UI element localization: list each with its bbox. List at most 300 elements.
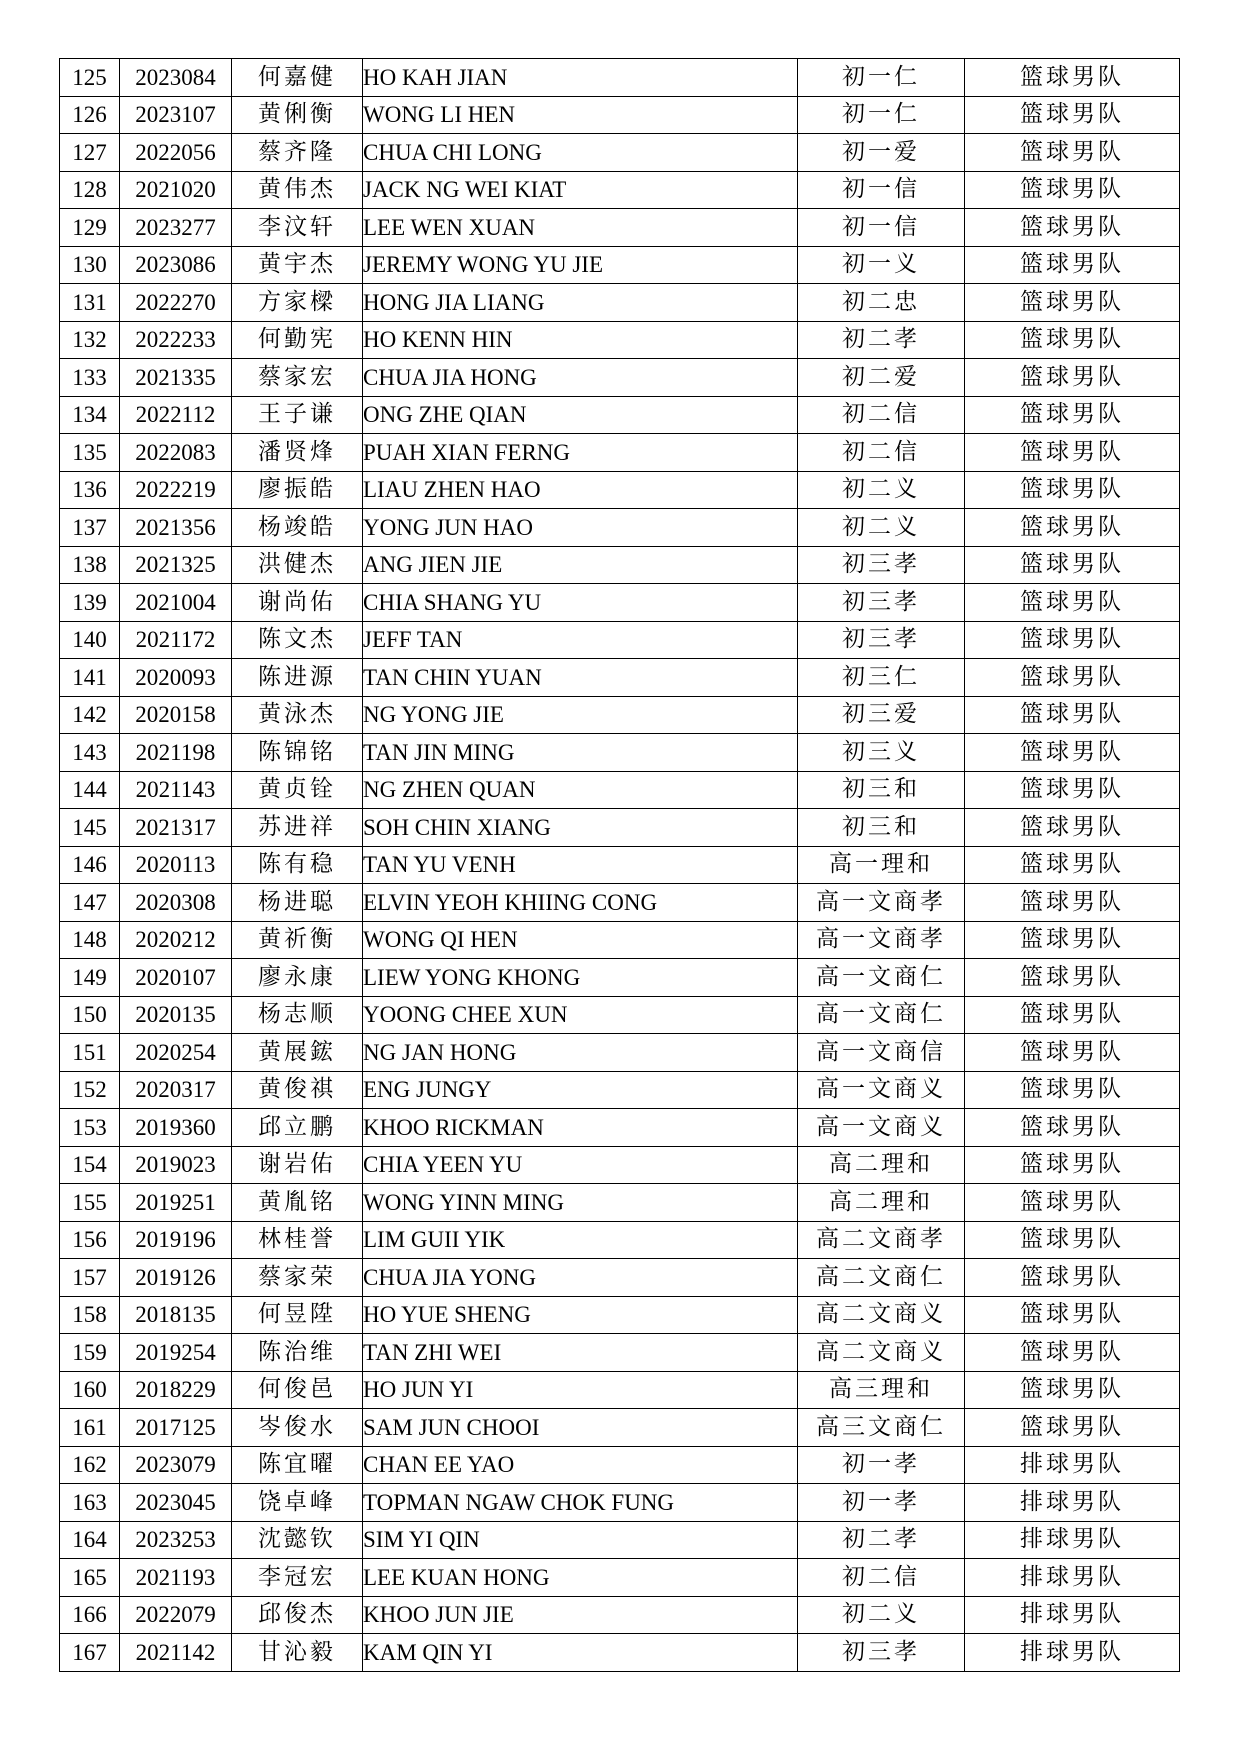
- class-cell: 高一文商孝: [798, 884, 965, 922]
- student-id-cell: 2021004: [120, 584, 232, 622]
- class-cell: 初三孝: [798, 546, 965, 584]
- class-cell: 初二义: [798, 509, 965, 547]
- team-cell: 篮球男队: [965, 621, 1180, 659]
- chinese-name-cell: 黄宇杰: [232, 246, 363, 284]
- table-row: [60, 846, 1180, 884]
- student-id-cell: 2021020: [120, 171, 232, 209]
- row-number-cell: 147: [60, 884, 120, 922]
- student-id-cell: 2019251: [120, 1184, 232, 1222]
- row-number-cell: 130: [60, 246, 120, 284]
- chinese-name-cell: 黄展鋐: [232, 1034, 363, 1072]
- english-name-cell: NG YONG JIE: [363, 696, 798, 734]
- class-cell: 初三孝: [798, 1634, 965, 1672]
- row-number-cell: 153: [60, 1109, 120, 1147]
- class-cell: 初一信: [798, 209, 965, 247]
- english-name-cell: ONG ZHE QIAN: [363, 396, 798, 434]
- class-cell: 高二理和: [798, 1184, 965, 1222]
- student-id-cell: 2021356: [120, 509, 232, 547]
- chinese-name-cell: 林桂誉: [232, 1221, 363, 1259]
- student-id-cell: 2019196: [120, 1221, 232, 1259]
- english-name-cell: HO YUE SHENG: [363, 1296, 798, 1334]
- chinese-name-cell: 陈进源: [232, 659, 363, 697]
- english-name-cell: TAN YU VENH: [363, 846, 798, 884]
- team-cell: 篮球男队: [965, 696, 1180, 734]
- chinese-name-cell: 蔡齐隆: [232, 134, 363, 172]
- table-row: [60, 1334, 1180, 1372]
- table-row: [60, 1446, 1180, 1484]
- chinese-name-cell: 杨进聪: [232, 884, 363, 922]
- chinese-name-cell: 潘贤烽: [232, 434, 363, 472]
- english-name-cell: NG ZHEN QUAN: [363, 771, 798, 809]
- class-cell: 高一文商义: [798, 1109, 965, 1147]
- class-cell: 高二文商仁: [798, 1259, 965, 1297]
- student-id-cell: 2020093: [120, 659, 232, 697]
- row-number-cell: 140: [60, 621, 120, 659]
- row-number-cell: 161: [60, 1409, 120, 1447]
- table-row: [60, 359, 1180, 397]
- chinese-name-cell: 黄胤铭: [232, 1184, 363, 1222]
- class-cell: 初一孝: [798, 1484, 965, 1522]
- team-cell: 篮球男队: [965, 1146, 1180, 1184]
- row-number-cell: 148: [60, 921, 120, 959]
- row-number-cell: 135: [60, 434, 120, 472]
- table-row: [60, 959, 1180, 997]
- chinese-name-cell: 陈有稳: [232, 846, 363, 884]
- class-cell: 初三和: [798, 809, 965, 847]
- table-row: [60, 1221, 1180, 1259]
- english-name-cell: CHIA YEEN YU: [363, 1146, 798, 1184]
- class-cell: 高二文商义: [798, 1296, 965, 1334]
- student-id-cell: 2017125: [120, 1409, 232, 1447]
- team-cell: 篮球男队: [965, 434, 1180, 472]
- table-row: [60, 134, 1180, 172]
- team-cell: 篮球男队: [965, 96, 1180, 134]
- table-row: [60, 771, 1180, 809]
- class-cell: 初一义: [798, 246, 965, 284]
- student-id-cell: 2018229: [120, 1371, 232, 1409]
- student-id-cell: 2019360: [120, 1109, 232, 1147]
- student-id-cell: 2023045: [120, 1484, 232, 1522]
- chinese-name-cell: 何勤宪: [232, 321, 363, 359]
- team-cell: 排球男队: [965, 1634, 1180, 1672]
- english-name-cell: LIM GUII YIK: [363, 1221, 798, 1259]
- chinese-name-cell: 苏进祥: [232, 809, 363, 847]
- student-id-cell: 2022112: [120, 396, 232, 434]
- english-name-cell: SAM JUN CHOOI: [363, 1409, 798, 1447]
- class-cell: 初二义: [798, 471, 965, 509]
- team-cell: 排球男队: [965, 1521, 1180, 1559]
- chinese-name-cell: 何嘉健: [232, 59, 363, 97]
- student-id-cell: 2023277: [120, 209, 232, 247]
- class-cell: 初三孝: [798, 621, 965, 659]
- student-id-cell: 2020254: [120, 1034, 232, 1072]
- team-cell: 篮球男队: [965, 584, 1180, 622]
- class-cell: 初二信: [798, 434, 965, 472]
- team-cell: 篮球男队: [965, 1334, 1180, 1372]
- english-name-cell: LIAU ZHEN HAO: [363, 471, 798, 509]
- row-number-cell: 126: [60, 96, 120, 134]
- chinese-name-cell: 廖永康: [232, 959, 363, 997]
- team-cell: 篮球男队: [965, 471, 1180, 509]
- english-name-cell: NG JAN HONG: [363, 1034, 798, 1072]
- class-cell: 高一文商仁: [798, 959, 965, 997]
- class-cell: 初三孝: [798, 584, 965, 622]
- chinese-name-cell: 陈锦铭: [232, 734, 363, 772]
- student-id-cell: 2022270: [120, 284, 232, 322]
- table-row: [60, 1596, 1180, 1634]
- chinese-name-cell: 杨志顺: [232, 996, 363, 1034]
- student-id-cell: 2022056: [120, 134, 232, 172]
- chinese-name-cell: 谢岩佑: [232, 1146, 363, 1184]
- table-row: [60, 621, 1180, 659]
- row-number-cell: 144: [60, 771, 120, 809]
- chinese-name-cell: 王子谦: [232, 396, 363, 434]
- row-number-cell: 145: [60, 809, 120, 847]
- team-cell: 篮球男队: [965, 771, 1180, 809]
- row-number-cell: 154: [60, 1146, 120, 1184]
- table-row: [60, 1409, 1180, 1447]
- team-cell: 篮球男队: [965, 734, 1180, 772]
- class-cell: 高一文商仁: [798, 996, 965, 1034]
- row-number-cell: 141: [60, 659, 120, 697]
- english-name-cell: CHUA JIA YONG: [363, 1259, 798, 1297]
- class-cell: 高一文商孝: [798, 921, 965, 959]
- class-cell: 初一仁: [798, 96, 965, 134]
- english-name-cell: HO KENN HIN: [363, 321, 798, 359]
- student-id-cell: 2021172: [120, 621, 232, 659]
- chinese-name-cell: 陈治维: [232, 1334, 363, 1372]
- class-cell: 高一文商信: [798, 1034, 965, 1072]
- team-cell: 篮球男队: [965, 1296, 1180, 1334]
- student-id-cell: 2023107: [120, 96, 232, 134]
- team-cell: 篮球男队: [965, 1409, 1180, 1447]
- roster-table-body: [60, 59, 1180, 1672]
- class-cell: 高三理和: [798, 1371, 965, 1409]
- chinese-name-cell: 黄祈衡: [232, 921, 363, 959]
- student-id-cell: 2020212: [120, 921, 232, 959]
- table-row: [60, 921, 1180, 959]
- student-id-cell: 2022233: [120, 321, 232, 359]
- english-name-cell: ENG JUNGY: [363, 1071, 798, 1109]
- english-name-cell: KHOO JUN JIE: [363, 1596, 798, 1634]
- row-number-cell: 151: [60, 1034, 120, 1072]
- student-id-cell: 2023253: [120, 1521, 232, 1559]
- chinese-name-cell: 蔡家荣: [232, 1259, 363, 1297]
- team-cell: 排球男队: [965, 1596, 1180, 1634]
- chinese-name-cell: 黄泳杰: [232, 696, 363, 734]
- table-row: [60, 734, 1180, 772]
- row-number-cell: 163: [60, 1484, 120, 1522]
- table-row: [60, 396, 1180, 434]
- table-row: [60, 546, 1180, 584]
- row-number-cell: 139: [60, 584, 120, 622]
- row-number-cell: 150: [60, 996, 120, 1034]
- table-row: [60, 809, 1180, 847]
- chinese-name-cell: 甘沁毅: [232, 1634, 363, 1672]
- english-name-cell: LIEW YONG KHONG: [363, 959, 798, 997]
- student-id-cell: 2022079: [120, 1596, 232, 1634]
- english-name-cell: HO KAH JIAN: [363, 59, 798, 97]
- class-cell: 初二爱: [798, 359, 965, 397]
- english-name-cell: WONG LI HEN: [363, 96, 798, 134]
- english-name-cell: TAN ZHI WEI: [363, 1334, 798, 1372]
- table-row: [60, 696, 1180, 734]
- table-row: [60, 1071, 1180, 1109]
- class-cell: 高二理和: [798, 1146, 965, 1184]
- team-cell: 排球男队: [965, 1484, 1180, 1522]
- english-name-cell: ELVIN YEOH KHIING CONG: [363, 884, 798, 922]
- team-cell: 篮球男队: [965, 396, 1180, 434]
- table-row: [60, 1146, 1180, 1184]
- student-id-cell: 2022219: [120, 471, 232, 509]
- row-number-cell: 167: [60, 1634, 120, 1672]
- english-name-cell: CHUA CHI LONG: [363, 134, 798, 172]
- row-number-cell: 159: [60, 1334, 120, 1372]
- row-number-cell: 137: [60, 509, 120, 547]
- team-cell: 篮球男队: [965, 1371, 1180, 1409]
- chinese-name-cell: 何俊邑: [232, 1371, 363, 1409]
- student-id-cell: 2019254: [120, 1334, 232, 1372]
- class-cell: 初二信: [798, 396, 965, 434]
- student-id-cell: 2023086: [120, 246, 232, 284]
- table-row: [60, 1371, 1180, 1409]
- student-id-cell: 2021143: [120, 771, 232, 809]
- table-row: [60, 1184, 1180, 1222]
- team-cell: 篮球男队: [965, 1109, 1180, 1147]
- class-cell: 初三义: [798, 734, 965, 772]
- english-name-cell: SOH CHIN XIANG: [363, 809, 798, 847]
- table-row: [60, 284, 1180, 322]
- english-name-cell: HO JUN YI: [363, 1371, 798, 1409]
- english-name-cell: JEFF TAN: [363, 621, 798, 659]
- table-row: [60, 884, 1180, 922]
- english-name-cell: KHOO RICKMAN: [363, 1109, 798, 1147]
- chinese-name-cell: 黄贞铨: [232, 771, 363, 809]
- class-cell: 高二文商孝: [798, 1221, 965, 1259]
- class-cell: 初一仁: [798, 59, 965, 97]
- chinese-name-cell: 谢尚佑: [232, 584, 363, 622]
- class-cell: 初一信: [798, 171, 965, 209]
- class-cell: 初一孝: [798, 1446, 965, 1484]
- chinese-name-cell: 岑俊水: [232, 1409, 363, 1447]
- student-id-cell: 2021317: [120, 809, 232, 847]
- class-cell: 初二孝: [798, 1521, 965, 1559]
- student-id-cell: 2021325: [120, 546, 232, 584]
- class-cell: 初三仁: [798, 659, 965, 697]
- student-id-cell: 2021193: [120, 1559, 232, 1597]
- student-id-cell: 2020308: [120, 884, 232, 922]
- row-number-cell: 160: [60, 1371, 120, 1409]
- table-row: [60, 59, 1180, 97]
- row-number-cell: 146: [60, 846, 120, 884]
- row-number-cell: 162: [60, 1446, 120, 1484]
- row-number-cell: 155: [60, 1184, 120, 1222]
- team-cell: 篮球男队: [965, 359, 1180, 397]
- english-name-cell: YONG JUN HAO: [363, 509, 798, 547]
- team-cell: 篮球男队: [965, 246, 1180, 284]
- row-number-cell: 165: [60, 1559, 120, 1597]
- chinese-name-cell: 何昱陞: [232, 1296, 363, 1334]
- team-cell: 篮球男队: [965, 171, 1180, 209]
- english-name-cell: YOONG CHEE XUN: [363, 996, 798, 1034]
- chinese-name-cell: 沈懿钦: [232, 1521, 363, 1559]
- english-name-cell: TAN CHIN YUAN: [363, 659, 798, 697]
- team-cell: 篮球男队: [965, 1259, 1180, 1297]
- team-cell: 篮球男队: [965, 59, 1180, 97]
- table-row: [60, 471, 1180, 509]
- table-row: [60, 509, 1180, 547]
- class-cell: 高一理和: [798, 846, 965, 884]
- table-row: [60, 1559, 1180, 1597]
- english-name-cell: TOPMAN NGAW CHOK FUNG: [363, 1484, 798, 1522]
- student-id-cell: 2020317: [120, 1071, 232, 1109]
- row-number-cell: 142: [60, 696, 120, 734]
- table-row: [60, 1634, 1180, 1672]
- student-id-cell: 2020113: [120, 846, 232, 884]
- row-number-cell: 157: [60, 1259, 120, 1297]
- class-cell: 初一爱: [798, 134, 965, 172]
- student-id-cell: 2023084: [120, 59, 232, 97]
- table-row: [60, 1484, 1180, 1522]
- row-number-cell: 131: [60, 284, 120, 322]
- class-cell: 初三和: [798, 771, 965, 809]
- team-cell: 篮球男队: [965, 209, 1180, 247]
- row-number-cell: 149: [60, 959, 120, 997]
- row-number-cell: 158: [60, 1296, 120, 1334]
- chinese-name-cell: 方家樑: [232, 284, 363, 322]
- team-cell: 篮球男队: [965, 134, 1180, 172]
- table-row: [60, 96, 1180, 134]
- chinese-name-cell: 蔡家宏: [232, 359, 363, 397]
- team-cell: 篮球男队: [965, 1071, 1180, 1109]
- row-number-cell: 138: [60, 546, 120, 584]
- english-name-cell: CHUA JIA HONG: [363, 359, 798, 397]
- english-name-cell: SIM YI QIN: [363, 1521, 798, 1559]
- team-cell: 篮球男队: [965, 509, 1180, 547]
- student-id-cell: 2021142: [120, 1634, 232, 1672]
- student-id-cell: 2022083: [120, 434, 232, 472]
- student-id-cell: 2020107: [120, 959, 232, 997]
- roster-sheet: [59, 58, 1180, 1672]
- row-number-cell: 152: [60, 1071, 120, 1109]
- row-number-cell: 127: [60, 134, 120, 172]
- chinese-name-cell: 黄俊祺: [232, 1071, 363, 1109]
- class-cell: 高三文商仁: [798, 1409, 965, 1447]
- row-number-cell: 132: [60, 321, 120, 359]
- english-name-cell: PUAH XIAN FERNG: [363, 434, 798, 472]
- team-cell: 篮球男队: [965, 809, 1180, 847]
- student-id-cell: 2019023: [120, 1146, 232, 1184]
- row-number-cell: 133: [60, 359, 120, 397]
- team-cell: 篮球男队: [965, 659, 1180, 697]
- chinese-name-cell: 廖振皓: [232, 471, 363, 509]
- row-number-cell: 143: [60, 734, 120, 772]
- team-cell: 篮球男队: [965, 321, 1180, 359]
- team-cell: 篮球男队: [965, 284, 1180, 322]
- student-id-cell: 2020158: [120, 696, 232, 734]
- table-row: [60, 246, 1180, 284]
- english-name-cell: CHIA SHANG YU: [363, 584, 798, 622]
- student-id-cell: 2019126: [120, 1259, 232, 1297]
- class-cell: 初二孝: [798, 321, 965, 359]
- chinese-name-cell: 邱俊杰: [232, 1596, 363, 1634]
- team-cell: 篮球男队: [965, 1184, 1180, 1222]
- english-name-cell: TAN JIN MING: [363, 734, 798, 772]
- table-row: [60, 1109, 1180, 1147]
- row-number-cell: 129: [60, 209, 120, 247]
- table-row: [60, 584, 1180, 622]
- english-name-cell: WONG QI HEN: [363, 921, 798, 959]
- english-name-cell: CHAN EE YAO: [363, 1446, 798, 1484]
- class-cell: 初二义: [798, 1596, 965, 1634]
- student-id-cell: 2018135: [120, 1296, 232, 1334]
- team-cell: 篮球男队: [965, 1034, 1180, 1072]
- chinese-name-cell: 陈文杰: [232, 621, 363, 659]
- team-cell: 篮球男队: [965, 959, 1180, 997]
- chinese-name-cell: 杨竣皓: [232, 509, 363, 547]
- table-row: [60, 1259, 1180, 1297]
- student-id-cell: 2023079: [120, 1446, 232, 1484]
- team-cell: 篮球男队: [965, 1221, 1180, 1259]
- english-name-cell: LEE WEN XUAN: [363, 209, 798, 247]
- row-number-cell: 136: [60, 471, 120, 509]
- table-row: [60, 434, 1180, 472]
- chinese-name-cell: 李冠宏: [232, 1559, 363, 1597]
- chinese-name-cell: 李汶轩: [232, 209, 363, 247]
- class-cell: 初三爱: [798, 696, 965, 734]
- class-cell: 高二文商义: [798, 1334, 965, 1372]
- row-number-cell: 134: [60, 396, 120, 434]
- english-name-cell: WONG YINN MING: [363, 1184, 798, 1222]
- class-cell: 高一文商义: [798, 1071, 965, 1109]
- table-row: [60, 1521, 1180, 1559]
- team-cell: 排球男队: [965, 1446, 1180, 1484]
- english-name-cell: JACK NG WEI KIAT: [363, 171, 798, 209]
- class-cell: 初二信: [798, 1559, 965, 1597]
- class-cell: 初二忠: [798, 284, 965, 322]
- row-number-cell: 125: [60, 59, 120, 97]
- team-cell: 篮球男队: [965, 921, 1180, 959]
- student-id-cell: 2021198: [120, 734, 232, 772]
- team-cell: 篮球男队: [965, 884, 1180, 922]
- english-name-cell: HONG JIA LIANG: [363, 284, 798, 322]
- chinese-name-cell: 邱立鹏: [232, 1109, 363, 1147]
- row-number-cell: 156: [60, 1221, 120, 1259]
- table-row: [60, 659, 1180, 697]
- table-row: [60, 209, 1180, 247]
- row-number-cell: 166: [60, 1596, 120, 1634]
- team-cell: 篮球男队: [965, 846, 1180, 884]
- table-row: [60, 171, 1180, 209]
- chinese-name-cell: 黄伟杰: [232, 171, 363, 209]
- table-row: [60, 996, 1180, 1034]
- student-id-cell: 2021335: [120, 359, 232, 397]
- student-id-cell: 2020135: [120, 996, 232, 1034]
- table-row: [60, 321, 1180, 359]
- chinese-name-cell: 黄俐衡: [232, 96, 363, 134]
- english-name-cell: ANG JIEN JIE: [363, 546, 798, 584]
- chinese-name-cell: 饶卓峰: [232, 1484, 363, 1522]
- team-cell: 排球男队: [965, 1559, 1180, 1597]
- roster-table: [59, 58, 1180, 1672]
- chinese-name-cell: 洪健杰: [232, 546, 363, 584]
- table-row: [60, 1296, 1180, 1334]
- table-row: [60, 1034, 1180, 1072]
- team-cell: 篮球男队: [965, 996, 1180, 1034]
- row-number-cell: 128: [60, 171, 120, 209]
- english-name-cell: KAM QIN YI: [363, 1634, 798, 1672]
- english-name-cell: LEE KUAN HONG: [363, 1559, 798, 1597]
